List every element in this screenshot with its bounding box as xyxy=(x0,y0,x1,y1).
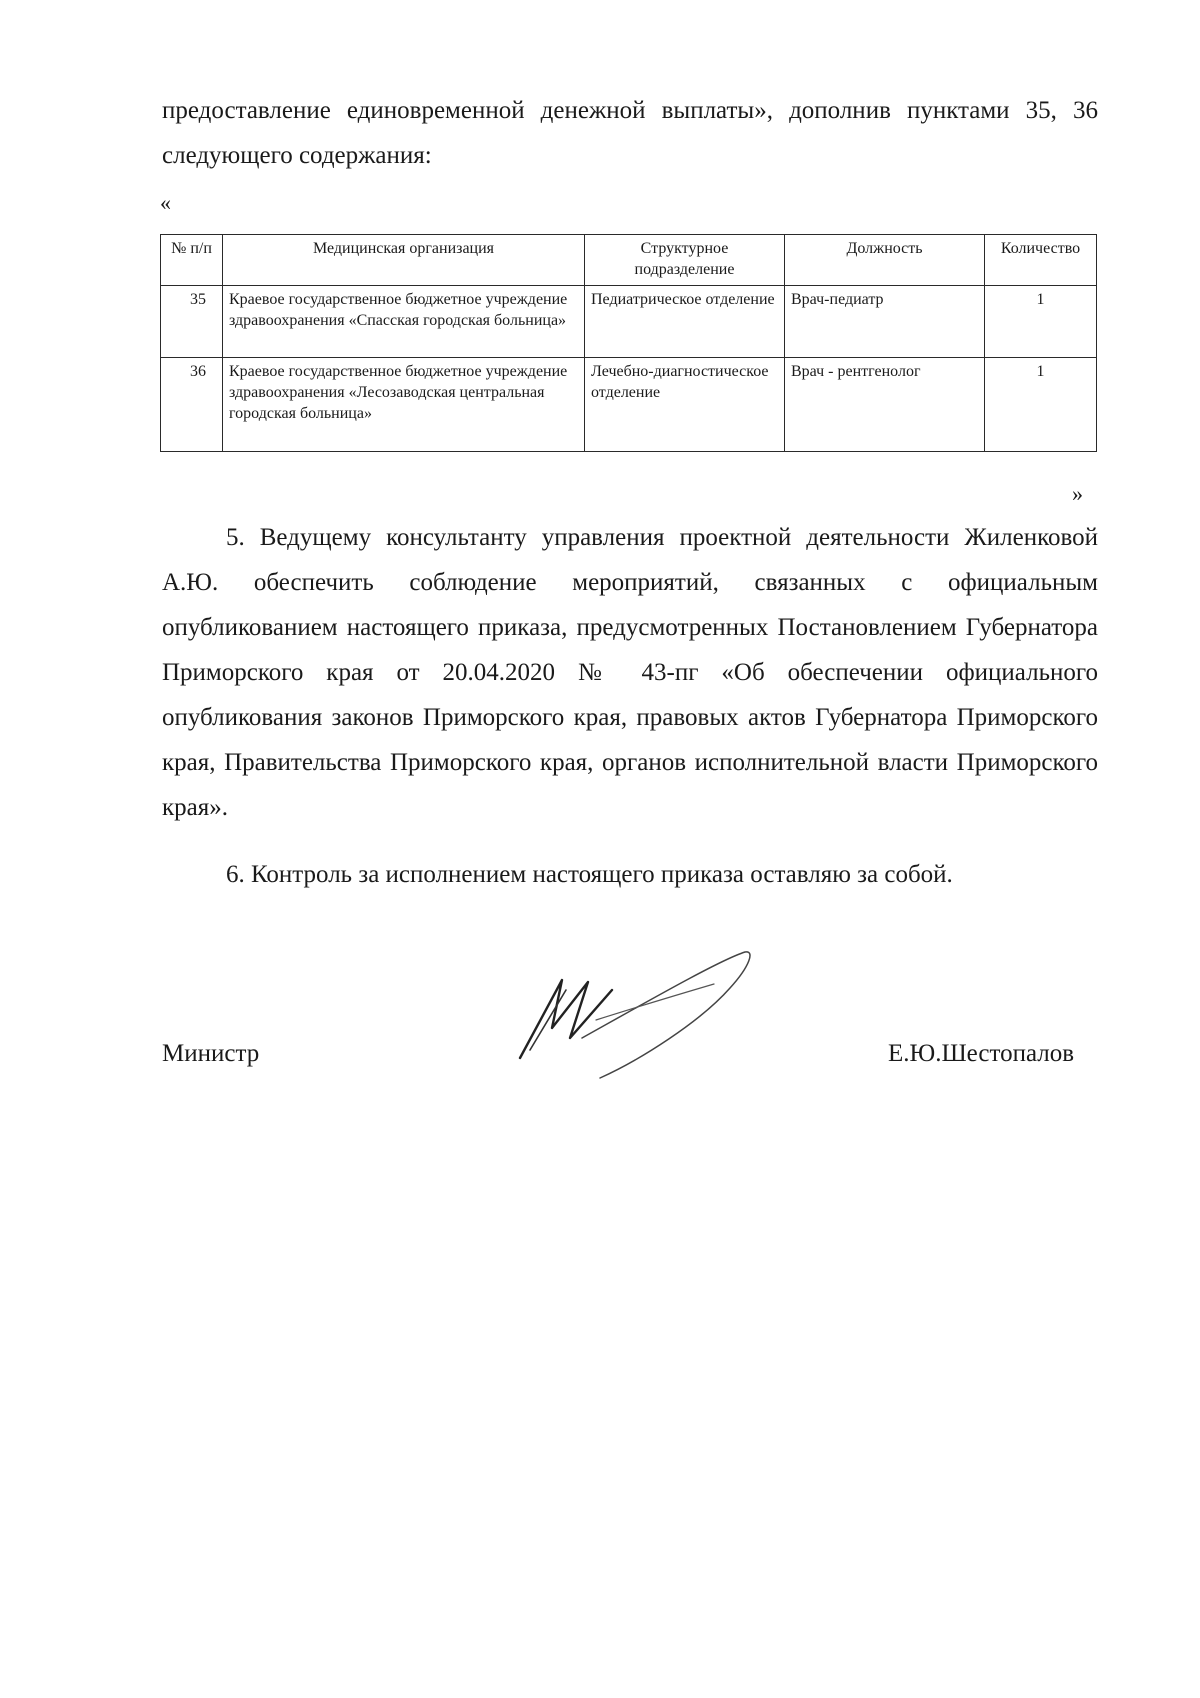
header-department: Структурное подразделение xyxy=(585,235,785,286)
row-organization: Краевое государственное бюджетное учреждение здравоохранения «Лесозаводская центральная городская больница» xyxy=(223,358,585,452)
row-quantity: 1 xyxy=(985,358,1097,452)
header-num: № п/п xyxy=(161,235,223,286)
row-quantity: 1 xyxy=(985,286,1097,358)
row-position: Врач-педиатр xyxy=(785,286,985,358)
row-department: Педиатрическое отделение xyxy=(585,286,785,358)
table-header-row xyxy=(161,235,1097,286)
item-6-paragraph: 6. Контроль за исполнением настоящего приказа оставляю за собой. xyxy=(226,861,953,888)
table-close-quote: » xyxy=(1072,481,1083,506)
table-row xyxy=(161,286,1097,358)
header-organization: Медицинская организация xyxy=(223,235,585,286)
row-position: Врач - рентгенолог xyxy=(785,358,985,452)
item-5-paragraph: 5. Ведущему консультанту управления проектной деятельности Жиленковой А.Ю. обеспечить соблюдение мероприятий, связанных с официальным опубликованием настоящего приказа, предусмотренных Постановлением Губернатора Приморского края от 20.04.2020 № 43-пг «Об обеспечении официального опубликования законов Приморского края, правовых актов Губернатора Приморского края, Правительства Приморского края, органов исполнительной власти Приморского края». xyxy=(162,524,1098,821)
row-organization: Краевое государственное бюджетное учреждение здравоохранения «Спасская городская больница» xyxy=(223,286,585,358)
header-position: Должность xyxy=(785,235,985,286)
amendment-table xyxy=(160,234,1097,452)
row-num: 35 xyxy=(161,286,223,358)
table-open-quote: « xyxy=(160,190,171,215)
header-quantity: Количество xyxy=(985,235,1097,286)
signatory-name: Е.Ю.Шестопалов xyxy=(888,1040,1075,1067)
intro-paragraph: предоставление единовременной денежной выплаты», дополнив пунктами 35, 36 следующего содержания: xyxy=(162,97,1098,169)
handwritten-signature xyxy=(500,930,760,1080)
table-row xyxy=(161,358,1097,452)
signatory-title: Министр xyxy=(162,1040,260,1067)
row-department: Лечебно-диагностическое отделение xyxy=(585,358,785,452)
row-num: 36 xyxy=(161,358,223,452)
